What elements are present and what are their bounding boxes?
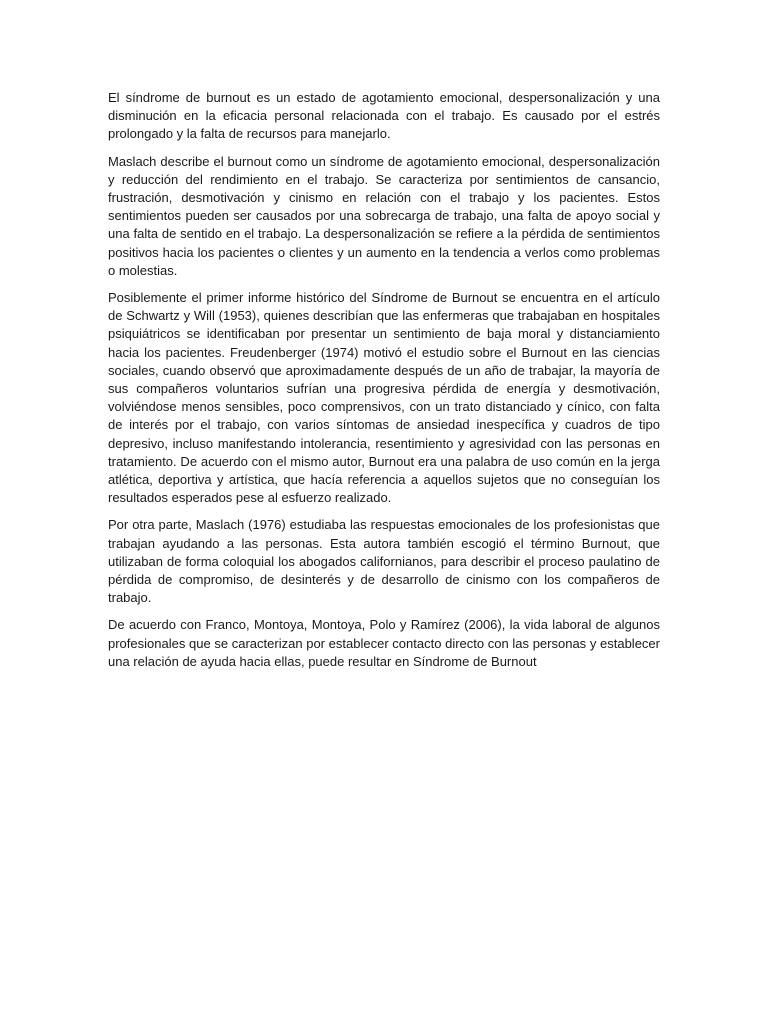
document-body [108,89,660,680]
paragraph-maslach-1976: Por otra parte, Maslach (1976) estudiaba las respuestas emocionales de los profesionistas que trabajan ayudando a las personas. Esta autora también escogió el término Burnout, que utilizaban de forma coloquial los abogados californianos, para describir el proceso paulatino de pérdida de compromiso, de desinterés y de desarrollo de cinismo con los compañeros de trabajo. [108,517,660,606]
paragraph-burnout-definition: El síndrome de burnout es un estado de agotamiento emocional, despersonalización y una disminución en la eficacia personal relacionada con el trabajo. Es causado por el estrés prolongado y la falta de recursos para manejarlo. [108,90,660,142]
paragraph-history: Posiblemente el primer informe histórico del Síndrome de Burnout se encuentra en el artículo de Schwartz y Will (1953), quienes describían que las enfermeras que trabajaban en hospitales psiquiátricos se identificaban por presentar un sentimiento de baja moral y distanciamiento hacia los pacientes. Freudenberger (1974) motivó el estudio sobre el Burnout en las ciencias sociales, cuando observó que aproximadamente después de un año de trabajar, la mayoría de sus compañeros voluntarios sufrían una progresiva pérdida de energía y desmotivación, volviéndose menos sensibles, poco comprensivos, con un trato distanciado y cínico, con falta de interés por el trabajo, con varios síntomas de ansiedad inespecífica y cuadros de tipo depresivo, incluso manifestando intolerancia, resentimiento y agresividad con las personas en tratamiento. De acuerdo con el mismo autor, Burnout era una palabra de uso común en la jerga atlética, deportiva y artística, que hacía referencia a aquellos sujetos que no conseguían los resultados esperados pese al esfuerzo realizado. [108,290,660,506]
paragraph-franco-2006: De acuerdo con Franco, Montoya, Montoya, Polo y Ramírez (2006), la vida laboral de algunos profesionales que se caracterizan por establecer contacto directo con las personas y establecer una relación de ayuda hacia ellas, puede resultar en Síndrome de Burnout [108,617,660,669]
paragraph-maslach-description: Maslach describe el burnout como un síndrome de agotamiento emocional, despersonalización y reducción del rendimiento en el trabajo. Se caracteriza por sentimientos de cansancio, frustración, desmotivación y cinismo en relación con el trabajo y los pacientes. Estos sentimientos pueden ser causados por una sobrecarga de trabajo, una falta de apoyo social y una falta de sentido en el trabajo. La despersonalización se refiere a la pérdida de sentimientos positivos hacia los pacientes o clientes y un aumento en la tendencia a verlos como problemas o molestias. [108,153,660,278]
